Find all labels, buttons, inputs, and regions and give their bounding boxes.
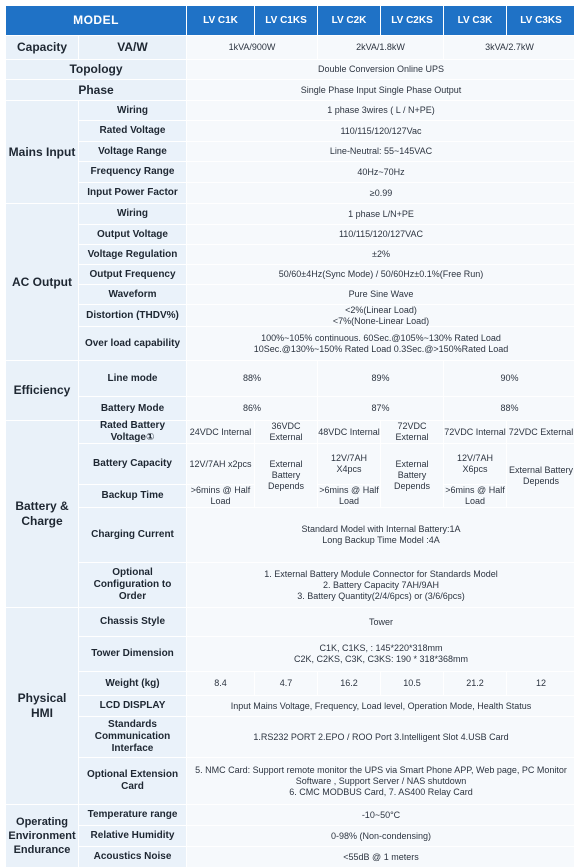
- output-voltage-value: 110/115/120/127VAC: [187, 225, 574, 244]
- model-col-3: LV C2K: [318, 6, 380, 35]
- weight-2: 4.7: [255, 672, 317, 695]
- model-col-2: LV C1KS: [255, 6, 317, 35]
- battery-capacity-label: Battery Capacity: [79, 444, 186, 484]
- battery-mode-label: Battery Mode: [79, 397, 186, 420]
- battery-mode-value-1: 86%: [187, 397, 317, 420]
- tower-dimension-label: Tower Dimension: [79, 637, 186, 671]
- battery-voltage-1: 24VDC Internal: [187, 421, 254, 443]
- tower-dimension-value: C1K, C1KS, : 145*220*318mm C2K, C2KS, C3K, C3KS: 190 * 318*368mm: [187, 637, 574, 671]
- input-power-factor-value: ≥0.99: [187, 183, 574, 203]
- overload-label: Over load capability: [79, 327, 186, 360]
- efficiency-section: Efficiency: [6, 361, 78, 420]
- capacity-value-2: 2kVA/1.8kW: [318, 36, 443, 59]
- line-mode-value-3: 90%: [444, 361, 574, 396]
- model-col-1: LV C1K: [187, 6, 254, 35]
- backup-time-3: >6mins @ Half Load: [445, 485, 505, 506]
- chassis-style-label: Chassis Style: [79, 608, 186, 636]
- rated-voltage-label: Rated Voltage: [79, 121, 186, 141]
- weight-label: Weight (kg): [79, 672, 186, 695]
- ac-output-section: AC Output: [6, 204, 78, 360]
- output-wiring-value: 1 phase L/N+PE: [187, 204, 574, 224]
- battery-voltage-2: 36VDC External: [255, 421, 317, 443]
- frequency-range-value: 40Hz~70Hz: [187, 162, 574, 182]
- voltage-regulation-label: Voltage Regulation: [79, 245, 186, 264]
- distortion-value: <2%(Linear Load) <7%(None-Linear Load): [187, 305, 574, 326]
- output-wiring-label: Wiring: [79, 204, 186, 224]
- voltage-range-label: Voltage Range: [79, 142, 186, 161]
- model-header: MODEL: [6, 6, 186, 35]
- comm-interface-value: 1.RS232 PORT 2.EPO / ROO Port 3.Intelligent Slot 4.USB Card: [187, 717, 574, 757]
- topology-label: Topology: [6, 60, 186, 79]
- line-mode-value-1: 88%: [187, 361, 317, 396]
- phase-value: Single Phase Input Single Phase Output: [187, 80, 574, 100]
- waveform-value: Pure Sine Wave: [187, 285, 574, 304]
- external-battery-depends-2: External Battery Depends: [381, 444, 443, 507]
- external-battery-depends-3: External Battery Depends: [507, 444, 574, 507]
- battery-voltage-5: 72VDC Internal: [444, 421, 506, 443]
- model-col-5: LV C3K: [444, 6, 506, 35]
- weight-4: 10.5: [381, 672, 443, 695]
- backup-time-2: >6mins @ Half Load: [319, 485, 379, 506]
- capacity-value-1: 1kVA/900W: [187, 36, 317, 59]
- chassis-style-value: Tower: [187, 608, 574, 636]
- noise-label: Acoustics Noise: [79, 847, 186, 867]
- battery-mode-value-3: 88%: [444, 397, 574, 420]
- overload-value: 100%~105% continuous. 60Sec.@105%~130% Rated Load 10Sec.@130%~150% Rated Load 0.3Sec.@>150%Rated Load: [187, 327, 574, 360]
- lcd-display-label: LCD DISPLAY: [79, 696, 186, 716]
- mains-input-section: Mains Input: [6, 101, 78, 203]
- voltage-range-value: Line-Neutral: 55~145VAC: [187, 142, 574, 161]
- battery-mode-value-2: 87%: [318, 397, 443, 420]
- backup-time-label: Backup Time: [79, 485, 186, 507]
- physical-hmi-section: Physical HMI: [6, 608, 78, 804]
- capacity-value-3: 3kVA/2.7kW: [444, 36, 574, 59]
- backup-time-1: >6mins @ Half Load: [187, 485, 254, 507]
- rated-battery-voltage-label: Rated Battery Voltage①: [79, 421, 186, 443]
- weight-1: 8.4: [187, 672, 254, 695]
- line-mode-value-2: 89%: [318, 361, 443, 396]
- phase-label: Phase: [6, 80, 186, 100]
- external-battery-depends-1: External Battery Depends: [255, 444, 317, 507]
- battery-capacity-3: 12V/7AH X6pcs: [444, 444, 506, 484]
- battery-voltage-6: 72VDC External: [507, 421, 574, 443]
- lcd-display-value: Input Mains Voltage, Frequency, Load level, Operation Mode, Health Status: [187, 696, 574, 716]
- humidity-value: 0-98% (Non-condensing): [187, 826, 574, 846]
- battery-section: Battery & Charge: [6, 421, 78, 607]
- output-frequency-label: Output Frequency: [79, 265, 186, 284]
- temperature-value: -10~50°C: [187, 805, 574, 825]
- weight-5: 21.2: [444, 672, 506, 695]
- capacity-label: Capacity: [6, 36, 78, 59]
- charging-current-label: Charging Current: [79, 508, 186, 562]
- spec-table: [6, 6, 574, 867]
- line-mode-label: Line mode: [79, 361, 186, 396]
- noise-value: <55dB @ 1 meters: [187, 847, 574, 867]
- output-voltage-label: Output Voltage: [79, 225, 186, 244]
- output-frequency-value: 50/60±4Hz(Sync Mode) / 50/60Hz±0.1%(Free Run): [187, 265, 574, 284]
- voltage-regulation-value: ±2%: [187, 245, 574, 264]
- mains-wiring-value: 1 phase 3wires ( L / N+PE): [187, 101, 574, 120]
- weight-3: 16.2: [318, 672, 380, 695]
- optional-config-value: 1. External Battery Module Connector for Standards Model 2. Battery Capacity 7AH/9AH 3. Battery Quantity(2/4/6pcs) or (3/6/6pcs): [187, 563, 574, 607]
- battery-capacity-1: 12V/7AH x2pcs: [187, 444, 254, 484]
- temperature-label: Temperature range: [79, 805, 186, 825]
- extension-card-value: 5. NMC Card: Support remote monitor the UPS via Smart Phone APP, Web page, PC Monitor Software , Support Server / NAS shutdown 6. CMC MODBUS Card, 7. AS400 Relay Card: [187, 758, 574, 804]
- environment-section: Operating Environment Endurance: [6, 805, 78, 867]
- battery-voltage-3: 48VDC Internal: [318, 421, 380, 443]
- waveform-label: Waveform: [79, 285, 186, 304]
- comm-interface-label: Standards Communication Interface: [79, 717, 186, 757]
- model-col-6: LV C3KS: [507, 6, 574, 35]
- capacity-unit: VA/W: [79, 36, 186, 59]
- frequency-range-label: Frequency Range: [79, 162, 186, 182]
- humidity-label: Relative Humidity: [79, 826, 186, 846]
- mains-wiring-label: Wiring: [79, 101, 186, 120]
- distortion-label: Distortion (THDV%): [79, 305, 186, 326]
- battery-capacity-2: 12V/7AH X4pcs: [318, 444, 380, 484]
- battery-voltage-4: 72VDC External: [381, 421, 443, 443]
- charging-current-value: Standard Model with Internal Battery:1A Long Backup Time Model :4A: [187, 508, 574, 562]
- model-col-4: LV C2KS: [381, 6, 443, 35]
- rated-voltage-value: 110/115/120/127Vac: [187, 121, 574, 141]
- topology-value: Double Conversion Online UPS: [187, 60, 574, 79]
- extension-card-label: Optional Extension Card: [79, 758, 186, 804]
- weight-6: 12: [507, 672, 574, 695]
- input-power-factor-label: Input Power Factor: [79, 183, 186, 203]
- optional-config-label: Optional Configuration to Order: [79, 563, 186, 607]
